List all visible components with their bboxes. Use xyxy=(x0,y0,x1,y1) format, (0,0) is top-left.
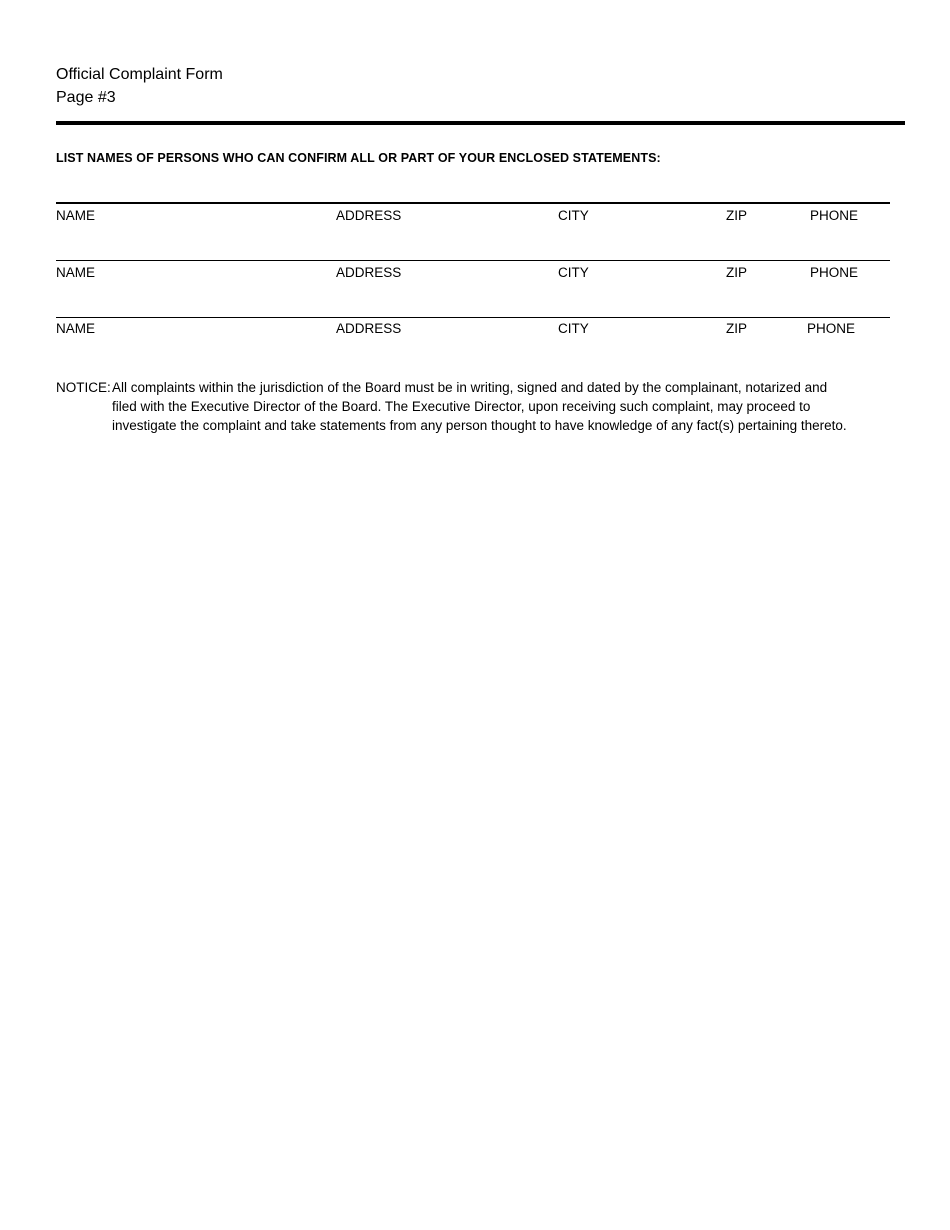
section-heading: LIST NAMES OF PERSONS WHO CAN CONFIRM ALL OR PART OF YOUR ENCLOSED STATEMENTS: xyxy=(56,151,661,165)
form-title: Official Complaint Form xyxy=(56,66,223,83)
address-label: ADDRESS xyxy=(336,321,402,336)
phone-label: PHONE xyxy=(810,208,859,223)
witness-entry-1 xyxy=(0,208,950,226)
zip-label: ZIP xyxy=(726,321,748,336)
zip-label: ZIP xyxy=(726,208,748,223)
city-label: CITY xyxy=(558,265,589,280)
notice-text: All complaints within the jurisdiction of the Board must be in writing, signed and dated by the complainant, notarized and filed with the Executive Director of the Board. The Executive Director, upon receiving such complaint, may proceed to investigate the complaint and take statements from any person thought to have knowledge of any fact(s) pertaining thereto. xyxy=(112,380,847,433)
city-label: CITY xyxy=(558,321,589,336)
city-label: CITY xyxy=(558,208,589,223)
witness-entry-2 xyxy=(0,265,950,283)
notice-block xyxy=(56,378,856,435)
phone-label: PHONE xyxy=(807,321,856,336)
entry-2-fill-line[interactable] xyxy=(56,260,890,261)
address-label: ADDRESS xyxy=(336,265,402,280)
zip-label: ZIP xyxy=(726,265,748,280)
name-label: NAME xyxy=(56,265,96,280)
witness-entry-3 xyxy=(0,321,950,339)
page-number: Page #3 xyxy=(56,89,116,106)
entry-1-fill-line[interactable] xyxy=(56,202,890,204)
phone-label: PHONE xyxy=(810,265,859,280)
form-header xyxy=(56,63,223,109)
name-label: NAME xyxy=(56,208,96,223)
header-divider xyxy=(56,121,905,125)
notice-label: NOTICE: xyxy=(56,380,111,395)
entry-3-fill-line[interactable] xyxy=(56,317,890,318)
address-label: ADDRESS xyxy=(336,208,402,223)
name-label: NAME xyxy=(56,321,96,336)
